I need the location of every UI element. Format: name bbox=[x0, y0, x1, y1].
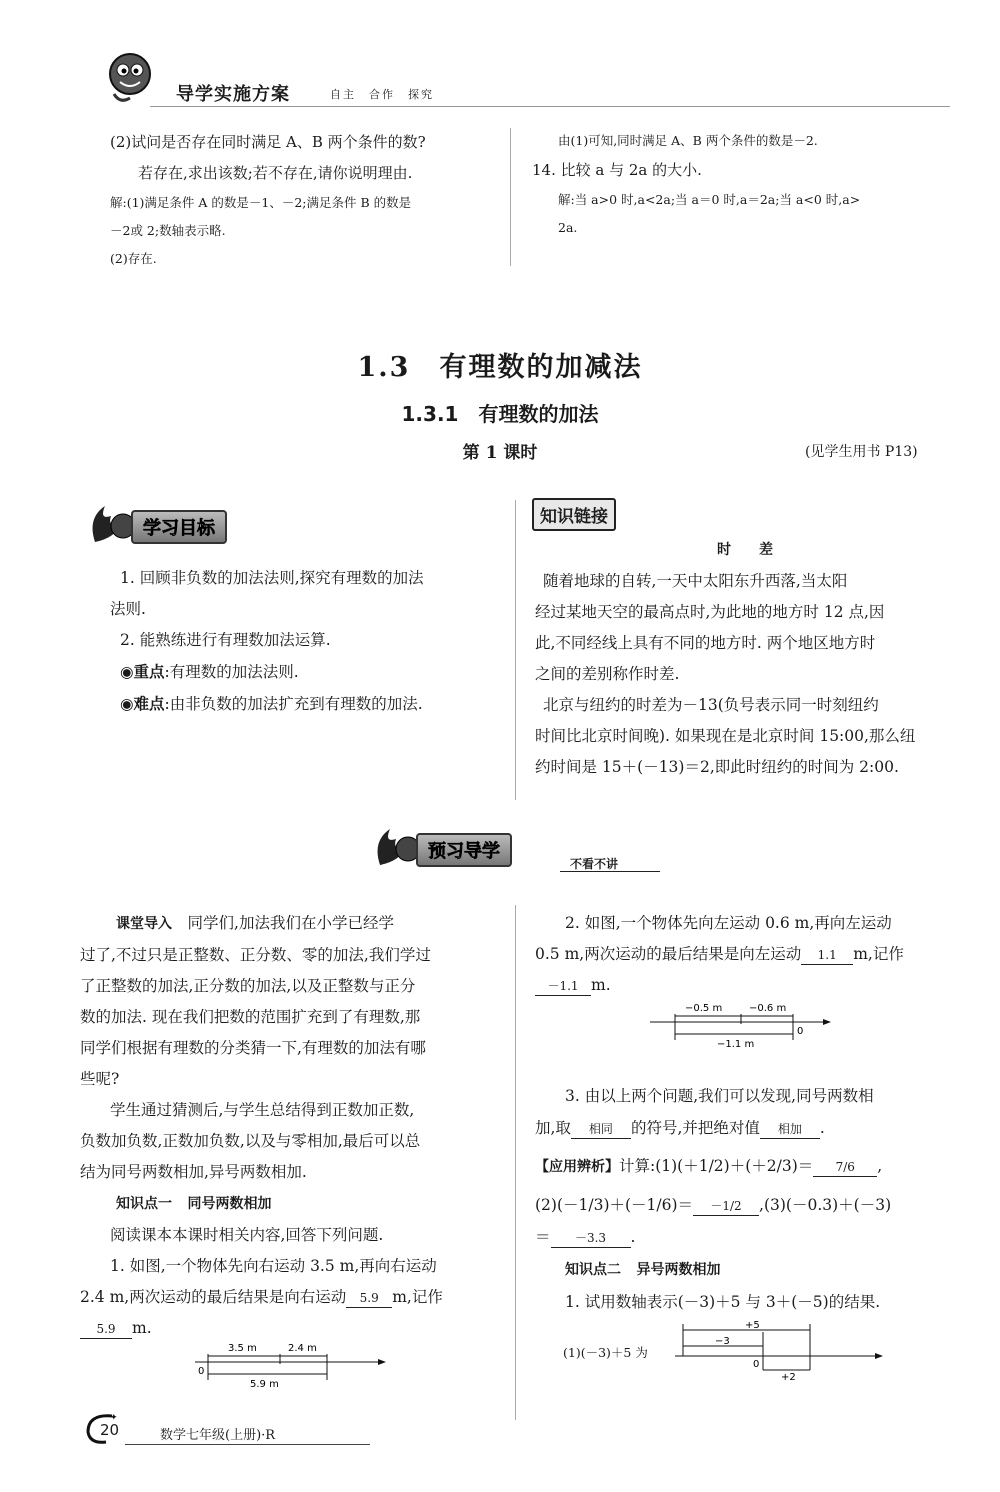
kl-p2-l1: 北京与纽约的时差为－13(负号表示同一时刻纽约 bbox=[543, 696, 879, 714]
fig1-label-b: 2.4 m bbox=[288, 1343, 317, 1354]
answer-line1: 解:(1)满足条件 A 的数是－1、－2;满足条件 B 的数是 bbox=[110, 195, 412, 210]
q2-blank-notation[interactable]: －1.1 bbox=[535, 977, 591, 996]
apply-text1: 计算:(1)(＋1/2)＋(＋2/3)＝ bbox=[619, 1157, 814, 1175]
q3-blank-abs[interactable]: 相加 bbox=[760, 1120, 820, 1139]
key-point bbox=[110, 656, 505, 688]
apply-answer-3[interactable]: －3.3 bbox=[551, 1229, 631, 1248]
page-number: 20 bbox=[100, 1421, 120, 1439]
section-title: 1.3 有理数的加减法 bbox=[357, 352, 643, 383]
figure-3-number-line bbox=[675, 1318, 885, 1382]
fig1-total: 5.9 m bbox=[250, 1379, 279, 1390]
apply-line1: 【应用辨析】计算:(1)(＋1/2)＋(＋2/3)＝ 7/6 , bbox=[535, 1157, 883, 1175]
answer-line2: －2或 2;数轴表示略. bbox=[110, 223, 226, 238]
apply-text2: (2)(－1/3)＋(－1/6)＝ bbox=[535, 1196, 694, 1214]
fig3-minus3: −3 bbox=[715, 1336, 730, 1347]
q2-text: 0.5 m,两次运动的最后结果是向左运动 bbox=[535, 945, 802, 963]
kl-p1-l4: 之间的差别称作时差. bbox=[535, 665, 680, 683]
svg-text:✦: ✦ bbox=[110, 1413, 118, 1423]
knowledge-point-1 bbox=[80, 1188, 500, 1220]
header-rule bbox=[150, 106, 950, 107]
fig2-zero: 0 bbox=[797, 1026, 804, 1037]
top-left-block bbox=[110, 127, 500, 273]
apply-line2 bbox=[535, 1189, 955, 1221]
kp1-label: 知识点一 bbox=[116, 1196, 172, 1212]
q14-answer-line2: 2a. bbox=[558, 220, 578, 235]
top-divider bbox=[510, 128, 511, 266]
fig3-zero: 0 bbox=[753, 1359, 760, 1370]
key-label: ◉重点 bbox=[120, 662, 165, 681]
reference-note: (见学生用书 P13) bbox=[805, 444, 918, 460]
apply-answer-1[interactable]: 7/6 bbox=[813, 1158, 877, 1177]
book-title: 数学七年级(上册)·R bbox=[160, 1428, 276, 1443]
top-right-block bbox=[532, 127, 952, 242]
q3-line1: 3. 由以上两个问题,我们可以发现,同号两数相 bbox=[565, 1087, 874, 1105]
q3-text-c: . bbox=[819, 1119, 825, 1137]
q2-line1: (2)试问是否存在同时满足 A、B 两个条件的数? bbox=[110, 133, 426, 151]
goals-banner-label: 学习目标 bbox=[131, 510, 227, 544]
main-divider bbox=[515, 905, 516, 1420]
fig3-plus5: +5 bbox=[745, 1320, 760, 1331]
q2-line2: 若存在,求出该数;若不存在,请你说明理由. bbox=[138, 164, 413, 182]
q1-blank-notation[interactable]: 5.9 bbox=[80, 1320, 132, 1339]
q2-blank-distance[interactable]: 1.1 bbox=[801, 946, 853, 965]
q3-text-a: 加,取 bbox=[535, 1119, 571, 1137]
q14: 14. 比较 a 与 2a 的大小. bbox=[532, 161, 702, 179]
right-line1: 由(1)可知,同时满足 A、B 两个条件的数是－2. bbox=[558, 133, 818, 148]
preview-tag: 不看不讲 bbox=[570, 857, 619, 871]
kl-p1-l3: 此,不同经线上具有不同的地方时. 两个地区地方时 bbox=[535, 634, 876, 652]
header-title: 导学实施方案 bbox=[176, 84, 290, 105]
q2-line3 bbox=[535, 970, 955, 1001]
goals-banner bbox=[85, 502, 315, 544]
figure-2-number-line bbox=[645, 1000, 845, 1050]
right-column-top bbox=[535, 908, 955, 1001]
mascot-icon bbox=[100, 48, 158, 106]
section-subtitle: 1.3.1 有理数的加法 bbox=[401, 402, 599, 426]
q1-text-b: m,记作 bbox=[392, 1288, 443, 1306]
key-text: :有理数的加法法则. bbox=[164, 663, 299, 681]
intro-line5: 同学们根据有理数的分类猜一下,有理数的加法有哪 bbox=[80, 1039, 426, 1057]
q2-text-b: m,记作 bbox=[853, 945, 904, 963]
q2-line1: 2. 如图,一个物体先向左运动 0.6 m,再向左运动 bbox=[565, 914, 892, 932]
q2-unit: m. bbox=[591, 976, 611, 994]
apply-answer-2[interactable]: －1/2 bbox=[693, 1197, 759, 1216]
fig2-label-a: −0.5 m bbox=[685, 1003, 723, 1014]
intro-line6: 些呢? bbox=[80, 1070, 120, 1088]
guess-line1: 学生通过猜测后,与学生总结得到正数加正数, bbox=[110, 1101, 415, 1119]
difficult-point bbox=[110, 688, 505, 720]
q1-line1: 1. 如图,一个物体先向右运动 3.5 m,再向右运动 bbox=[110, 1257, 437, 1275]
q3-text-b: 的符号,并把绝对值 bbox=[630, 1119, 760, 1137]
footer-rule bbox=[125, 1444, 370, 1445]
preview-banner-label: 预习导学 bbox=[416, 833, 512, 867]
preview-banner bbox=[370, 825, 670, 871]
apply-label: 【应用辨析】 bbox=[535, 1159, 619, 1175]
q1-text: 2.4 m,两次运动的最后结果是向右运动 bbox=[80, 1288, 347, 1306]
q1-line2 bbox=[80, 1282, 500, 1313]
fig1-zero: 0 bbox=[198, 1366, 205, 1377]
fig2-total: −1.1 m bbox=[717, 1039, 755, 1050]
apply-text3a: ＝ bbox=[535, 1228, 551, 1246]
difficult-text: :由非负数的加法扩充到有理数的加法. bbox=[164, 695, 423, 713]
guess-line3: 结为同号两数相加,异号两数相加. bbox=[80, 1163, 307, 1181]
fig3-plus2: +2 bbox=[781, 1372, 796, 1382]
intro-line1 bbox=[80, 908, 500, 940]
difficult-label: ◉难点 bbox=[120, 694, 165, 713]
fig3-label: (1)(－3)＋5 为 bbox=[563, 1345, 648, 1360]
intro-text1: 同学们,加法我们在小学已经学 bbox=[187, 914, 394, 932]
header-subtitle: 自主 合作 探究 bbox=[330, 88, 434, 101]
figure-1-number-line bbox=[190, 1340, 390, 1390]
knowledge-link-body bbox=[535, 535, 955, 783]
intro-line4: 数的加法. 现在我们把数的范围扩充到了有理数,那 bbox=[80, 1008, 421, 1026]
kl-p2-l3: 约时间是 15＋(－13)＝2,即此时纽约的时间为 2:00. bbox=[535, 758, 899, 776]
goals-block bbox=[110, 563, 505, 720]
q2-line2 bbox=[535, 939, 955, 970]
apply-line3 bbox=[535, 1221, 955, 1253]
kp2-label: 知识点二 bbox=[565, 1262, 621, 1278]
answer-line3: (2)存在. bbox=[110, 251, 157, 266]
q3-blank-sign[interactable]: 相同 bbox=[571, 1120, 631, 1139]
left-column bbox=[80, 908, 500, 1344]
goal-2: 2. 能熟练进行有理数加法运算. bbox=[120, 631, 331, 649]
kl-p1-l2: 经过某地天空的最高点时,为此地的地方时 12 点,因 bbox=[535, 603, 885, 621]
intro-line3: 了正整数的加法,正分数的加法,以及正整数与正分 bbox=[80, 977, 416, 995]
kl-p2-l2: 时间比北京时间晚). 如果现在是北京时间 15:00,那么纽 bbox=[535, 727, 916, 745]
fig1-label-a: 3.5 m bbox=[228, 1343, 257, 1354]
knowledge-link-divider bbox=[515, 500, 516, 800]
kp2-q1: 1. 试用数轴表示(－3)＋5 与 3＋(－5)的结果. bbox=[565, 1293, 881, 1311]
knowledge-link-label: 知识链接 bbox=[532, 498, 616, 531]
apply-text3b: . bbox=[630, 1228, 636, 1246]
q14-answer-line1: 解:当 a>0 时,a<2a;当 a＝0 时,a＝2a;当 a<0 时,a> bbox=[558, 192, 861, 207]
knowledge-heading: 时 差 bbox=[717, 542, 773, 558]
read-instruction: 阅读课本本课时相关内容,回答下列问题. bbox=[110, 1226, 384, 1244]
goal-1b: 法则. bbox=[110, 600, 146, 618]
q1-blank-distance[interactable]: 5.9 bbox=[346, 1289, 392, 1308]
lesson-label: 第 1 课时 bbox=[462, 443, 538, 463]
kl-p1-l1: 随着地球的自转,一天中太阳东升西落,当太阳 bbox=[543, 572, 848, 590]
goal-1a: 1. 回顾非负数的加法法则,探究有理数的加法 bbox=[120, 569, 424, 587]
guess-line2: 负数加负数,正数加负数,以及与零相加,最后可以总 bbox=[80, 1132, 421, 1150]
fig2-label-b: −0.6 m bbox=[749, 1003, 787, 1014]
intro-label: 课堂导入 bbox=[116, 916, 172, 932]
right-column-mid bbox=[535, 1080, 955, 1318]
intro-line2: 过了,不过只是正整数、正分数、零的加法,我们学过 bbox=[80, 946, 431, 964]
kp1-title: 同号两数相加 bbox=[187, 1196, 272, 1212]
q1-unit: m. bbox=[132, 1319, 152, 1337]
kp2-title: 异号两数相加 bbox=[636, 1262, 721, 1278]
apply-text2b: ,(3)(－0.3)＋(－3) bbox=[759, 1196, 892, 1214]
q3-line2 bbox=[535, 1112, 955, 1144]
knowledge-point-2 bbox=[535, 1253, 955, 1286]
